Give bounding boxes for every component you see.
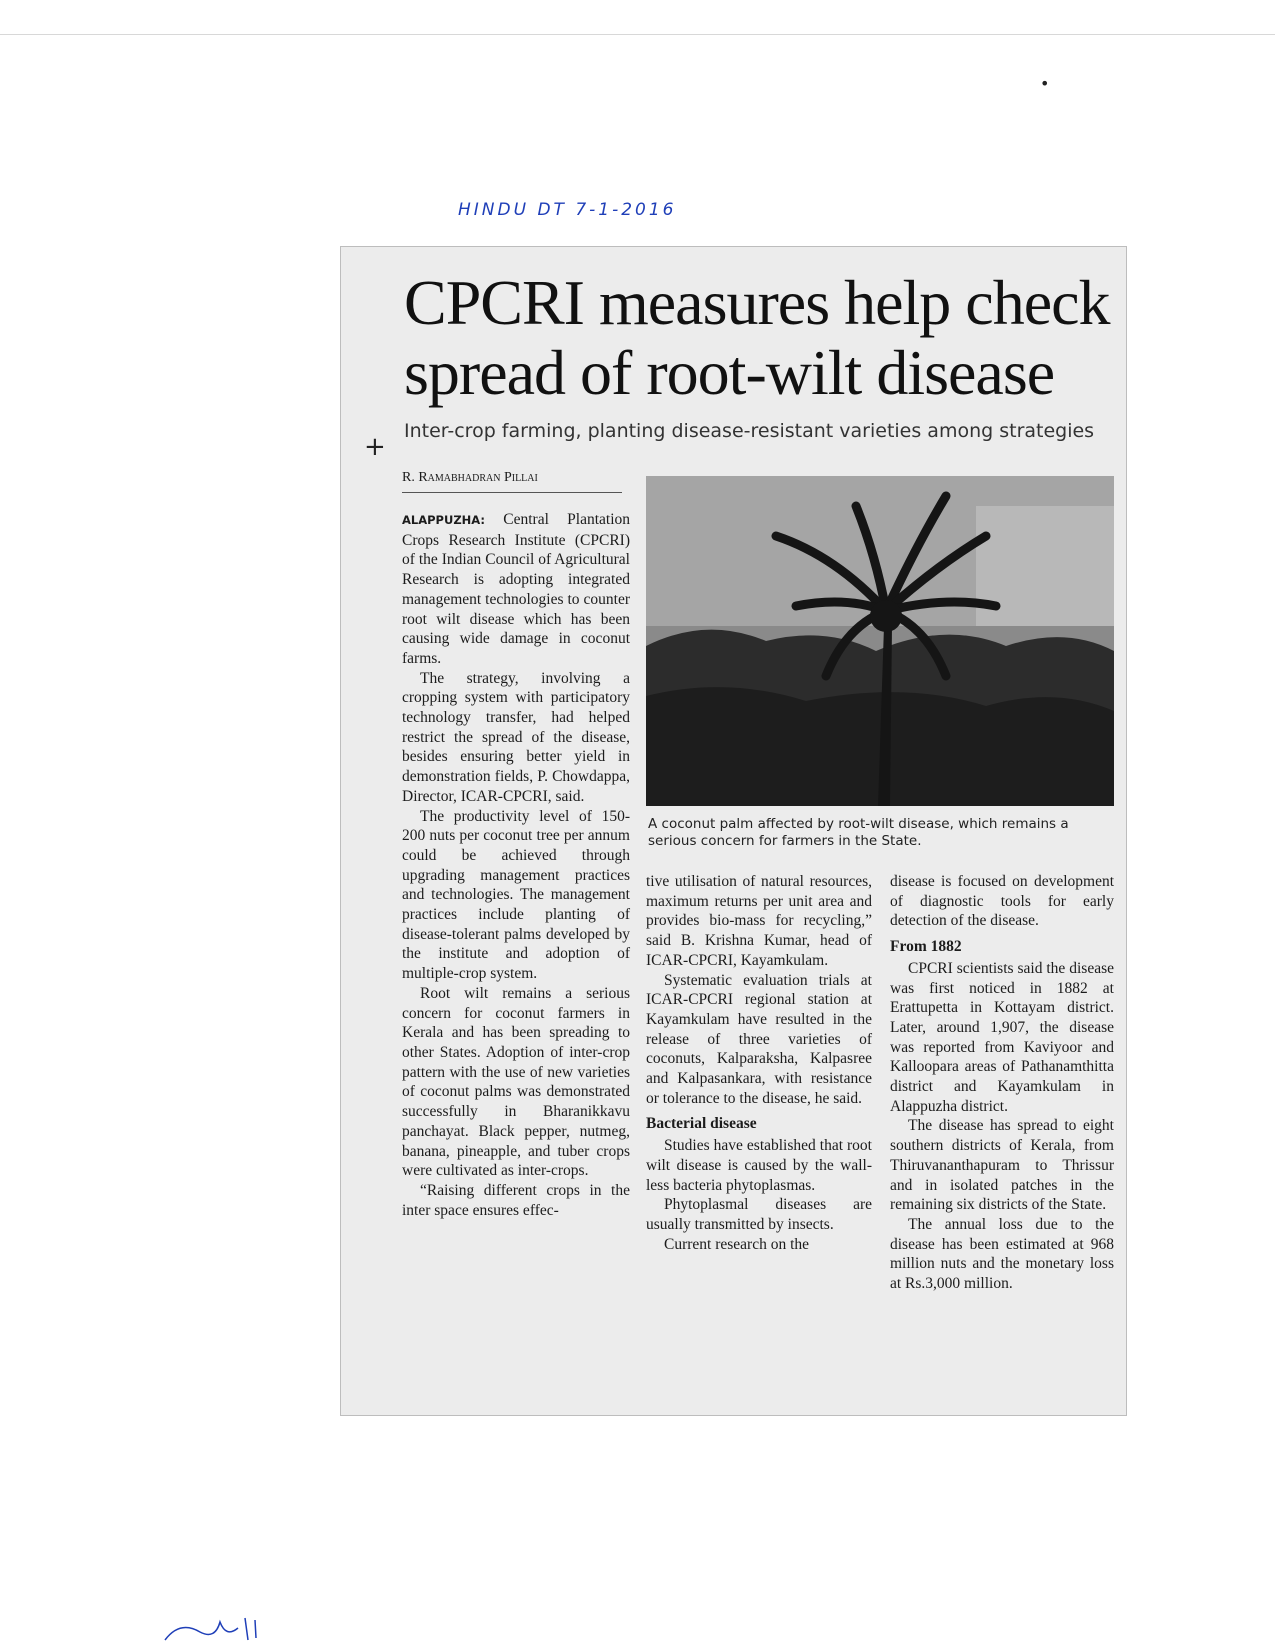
coconut-palm-photo <box>646 476 1114 806</box>
section-heading: Bacterial disease <box>646 1115 757 1133</box>
palm-tree-image <box>646 476 1114 806</box>
article-column-2 <box>646 872 872 1254</box>
scan-edge-line <box>0 34 1275 35</box>
paragraph: Current research on the <box>664 1235 810 1253</box>
paragraph: The strategy, involving a cropping system with participatory technology transfer, had helped restrict the spread of the disease, besides ensuring better yield in demonstration fields, P. Chowdappa, Director, ICAR-CPCRI, said. <box>402 669 630 805</box>
article-headline: CPCRI measures help check spread of root-wilt disease <box>404 267 1110 408</box>
dateline: ALAPPUZHA: <box>402 513 485 527</box>
paragraph: Root wilt remains a serious concern for coconut farmers in Kerala and has been spreading to other States. Adoption of inter-crop pattern with the use of new varieties of coconut palms was demonstrated successfully in Bharanikkavu panchayat. Black pepper, nutmeg, banana, pineapple, and tuber crops were cultivated as inter-crops. <box>402 984 630 1180</box>
paragraph: “Raising different crops in the inter space ensures effec- <box>402 1181 630 1219</box>
paragraph: tive utilisation of natural resources, maximum returns per unit area and provides bio-mass for recycling,” said B. Krishna Kumar, head of ICAR-CPCRI, Kayamkulam. <box>646 873 872 969</box>
paragraph: Studies have established that root wilt disease is caused by the wall-less bacteria phytoplasmas. <box>646 1137 872 1194</box>
paragraph: Systematic evaluation trials at ICAR-CPCRI regional station at Kayamkulam have resulted in the release of three varieties of coconuts, Kalparaksha, Kalpasree and Kalpasankara, with resistance or tolerance to the disease, he said. <box>646 971 872 1107</box>
paragraph: Phytoplasmal diseases are usually transmitted by insects. <box>646 1196 872 1233</box>
article-column-3 <box>890 872 1114 1294</box>
article-byline: R. Ramabhadran Pillai <box>402 470 622 493</box>
page-mark: • <box>1040 74 1050 93</box>
handwritten-date-note: HINDU DT 7-1-2016 <box>458 200 677 220</box>
photo-caption: A coconut palm affected by root-wilt disease, which remains a serious concern for farmers in the State. <box>648 816 1069 849</box>
handwritten-initials-signature <box>160 1610 280 1650</box>
article-subhead: Inter-crop farming, planting disease-resistant varieties among strategies <box>404 420 1095 442</box>
article-column-1 <box>402 510 630 1220</box>
paragraph: The annual loss due to the disease has been estimated at 968 million nuts and the monetary loss at Rs.3,000 million. <box>890 1215 1114 1293</box>
registration-mark-icon: + <box>364 432 386 462</box>
section-heading: From 1882 <box>890 938 962 956</box>
paragraph: The disease has spread to eight southern districts of Kerala, from Thiruvananthapuram to Thrissur and in isolated patches in the remaining six districts of the State. <box>890 1117 1114 1214</box>
paragraph: ALAPPUZHA: Central Plantation Crops Research Institute (CPCRI) of the Indian Council of Agricultural Research is adopting integrated management technologies to counter root wilt disease which has been causing wide damage in coconut farms. <box>402 511 631 667</box>
paragraph: The productivity level of 150-200 nuts per coconut tree per annum could be achieved through upgrading management practices and technologies. The management practices include planting of disease-tolerant palms developed by the institute and adoption of multiple-crop system. <box>402 807 630 983</box>
paragraph: CPCRI scientists said the disease was first noticed in 1882 at Erattupetta in Kottayam district. Later, around 1,907, the disease was reported from Kaviyoor and Kalloopara areas of Pathanamthitta district and Kayamkulam in Alappuzha district. <box>890 959 1114 1115</box>
paragraph: disease is focused on development of diagnostic tools for early detection of the disease. <box>890 873 1114 930</box>
